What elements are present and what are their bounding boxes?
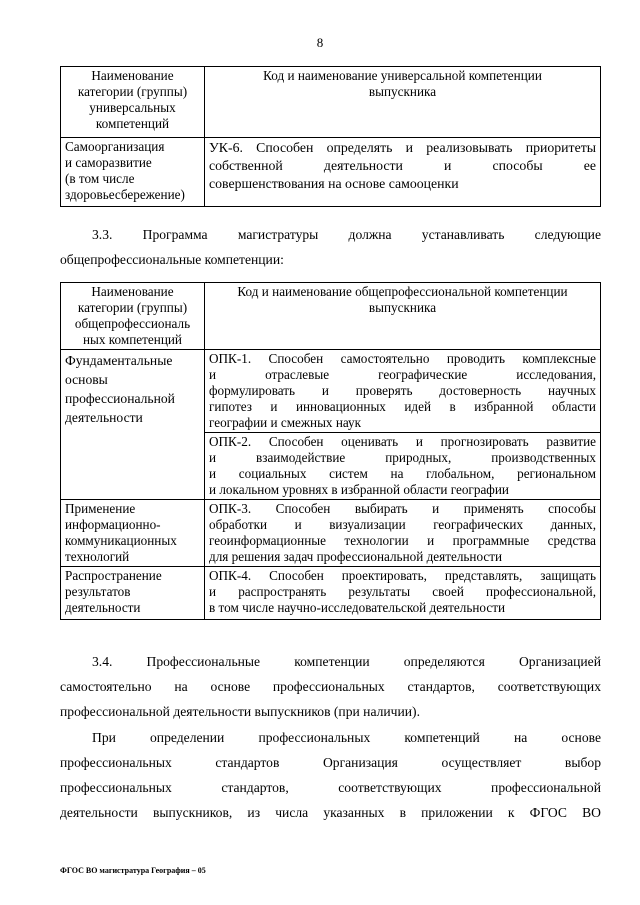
cell-line: Применение (65, 501, 136, 516)
category-cell (61, 138, 205, 207)
cell-line: профессиональной (65, 391, 175, 406)
header-line: Наименование (91, 68, 174, 83)
cell-line: деятельности (65, 410, 143, 425)
header-line: общепрофессиональ (74, 316, 191, 331)
header-line: категории (группы) (77, 84, 188, 99)
section-3-4-paragraph (60, 649, 601, 724)
header-line: универсальных (89, 100, 176, 115)
cell-line: здоровьесбережение) (65, 187, 185, 202)
cell-line: коммуникационных (65, 533, 177, 548)
header-category-cell (61, 67, 205, 138)
cell-line: и взаимодействие природных, производственных (209, 450, 596, 465)
header-competence-cell (205, 67, 601, 138)
header-line: категории (группы) (77, 300, 188, 315)
table-header-row (61, 67, 601, 138)
page-number: 8 (316, 35, 324, 50)
cell-line: обработки и визуализации географических данных, (209, 517, 596, 532)
paragraph-line: профессиональных стандартов Организация осуществляет выбор (60, 755, 601, 770)
paragraph-line: профессиональной деятельности выпускников (при наличии). (60, 704, 420, 719)
cell-line: Распространение (65, 568, 162, 583)
cell-line: ОПК-4. Способен проектировать, представлять, защищать (209, 568, 596, 583)
paragraph-line: 3.3. Программа магистратуры должна устанавливать следующие (92, 227, 601, 242)
header-line: ных компетенций (83, 332, 182, 347)
cell-line: ОПК-2. Способен оценивать и прогнозировать развитие (209, 434, 596, 449)
paragraph-line: общепрофессиональные компетенции: (60, 252, 284, 267)
cell-line: и локальном уровнях в избранной области географии (209, 482, 509, 497)
cell-line: УК-6. Способен определять и реализовывать приоритеты (209, 140, 596, 155)
cell-line: основы (65, 372, 108, 387)
header-line: выпускника (368, 300, 437, 315)
category-cell (61, 350, 205, 500)
cell-line: совершенствования на основе самооценки (209, 176, 459, 191)
competence-cell (205, 138, 601, 207)
document-footer: ФГОС ВО магистратура География – 05 (60, 866, 206, 875)
header-category-cell (61, 283, 205, 350)
professional-standards-paragraph (60, 725, 601, 825)
universal-competencies-table (60, 66, 601, 207)
cell-line: (в том числе (65, 171, 135, 186)
paragraph-line: 3.4. Профессиональные компетенции определяются Организацией (92, 654, 601, 669)
header-line: компетенций (95, 116, 170, 131)
cell-line: для решения задач профессиональной деятельности (209, 549, 503, 564)
cell-line: результатов (65, 584, 131, 599)
header-line: Код и наименование универсальной компетенции (263, 68, 542, 83)
paragraph-line: профессиональных стандартов, соответствующих профессиональной (60, 780, 601, 795)
header-line: выпускника (368, 84, 437, 99)
cell-line: деятельности (65, 600, 141, 615)
cell-line: и отраслевые географические исследования, (209, 367, 596, 382)
paragraph-line: При определении профессиональных компетенций на основе (92, 730, 601, 745)
competence-cell-opk1 (205, 350, 601, 433)
cell-line: ОПК-3. Способен выбирать и применять способы (209, 501, 596, 516)
general-professional-competencies-table (60, 282, 601, 620)
cell-line: и саморазвитие (65, 155, 152, 170)
category-cell (61, 567, 205, 620)
cell-line: формулировать и проверять достоверность научных (209, 383, 596, 398)
cell-line: геоинформационные технологии и программные средства (209, 533, 596, 548)
cell-line: технологий (65, 549, 130, 564)
paragraph-line: деятельности выпускников, из числа указанных в приложении к ФГОС ВО (60, 805, 601, 820)
cell-line: и распространять результаты своей профессиональной, (209, 584, 596, 599)
cell-line: Фундаментальные (65, 353, 173, 368)
paragraph-line: самостоятельно на основе профессиональных стандартов, соответствующих (60, 679, 601, 694)
competence-cell-opk2 (205, 433, 601, 500)
category-cell (61, 500, 205, 567)
header-line: Код и наименование общепрофессиональной компетенции (237, 284, 568, 299)
section-3-3-paragraph (60, 222, 601, 272)
table-header-row (61, 283, 601, 350)
cell-line: собственной деятельности и способы ее (209, 158, 596, 173)
table-row (61, 138, 601, 207)
cell-line: гипотез и инновационных идей в избранной области (209, 399, 596, 414)
cell-line: географии и смежных наук (209, 415, 362, 430)
header-competence-cell (205, 283, 601, 350)
cell-line: ОПК-1. Способен самостоятельно проводить комплексные (209, 351, 596, 366)
table-row (61, 350, 601, 433)
cell-line: Самоорганизация (65, 139, 165, 154)
cell-line: информационно- (65, 517, 161, 532)
competence-cell-opk3 (205, 500, 601, 567)
header-line: Наименование (91, 284, 174, 299)
cell-line: и социальных систем на глобальном, региональном (209, 466, 596, 481)
cell-line: в том числе научно-исследовательской деятельности (209, 600, 506, 615)
competence-cell-opk4 (205, 567, 601, 620)
table-row (61, 567, 601, 620)
table-row (61, 500, 601, 567)
